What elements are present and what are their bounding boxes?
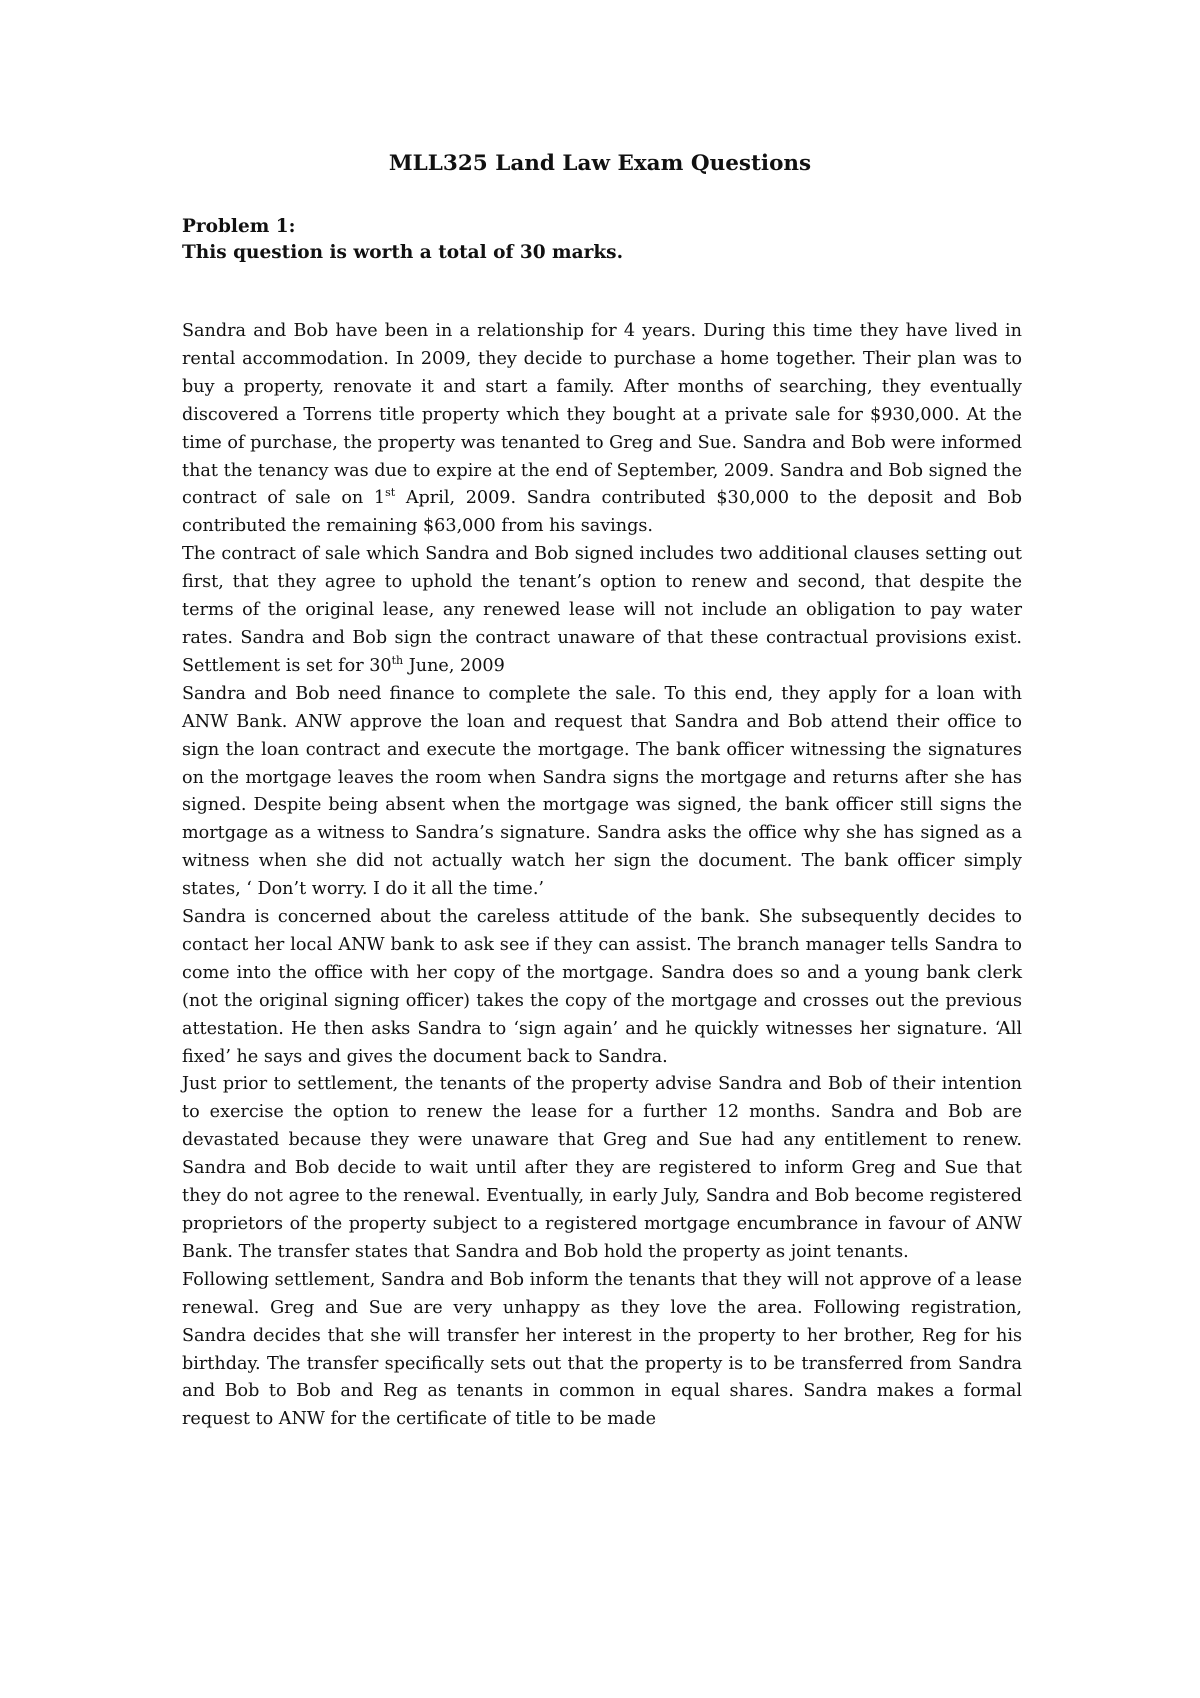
problem-label: Problem 1: xyxy=(182,216,296,237)
paragraph-3: Sandra and Bob need finance to complete the sale. To this end, they apply for a loan with ANW Bank. ANW approve the loan and request that Sandra and Bob attend their office to sign the loan contract and execute the mortgage. The bank officer witnessing the signatures on the mortgage leaves the room when Sandra signs the mortgage and returns after she has signed. Despite being absent when the mortgage was signed, the bank officer still signs the mortgage as a witness to Sandra’s signature. Sandra asks the office why she has signed as a witness when she did not actually watch her sign the document. The bank officer simply states, ‘ Don’t worry. I do it all the time.’ xyxy=(182,683,1022,900)
ordinal-suffix: th xyxy=(391,654,404,668)
paragraph-2-text-b: June, 2009 xyxy=(403,655,505,676)
marks-note: This question is worth a total of 30 marks. xyxy=(182,242,624,263)
paragraph-4: Sandra is concerned about the careless attitude of the bank. She subsequently decides to contact her local ANW bank to ask see if they can assist. The branch manager tells Sandra to come into the office with her copy of the mortgage. Sandra does so and a young bank clerk (not the original signing officer) takes the copy of the mortgage and crosses out the previous attestation. He then asks Sandra to ‘sign again’ and he quickly witnesses her signature. ‘All fixed’ he says and gives the document back to Sandra. xyxy=(182,907,1022,1067)
document-title: MLL325 Land Law Exam Questions xyxy=(388,151,812,176)
paragraph-2-text-a: The contract of sale which Sandra and Bob signed includes two additional clauses setting out first, that they agree to uphold the tenant’s option to renew and second, that despite the terms of the original lease, any renewed lease will not include an obligation to pay water rates. Sandra and Bob sign the contract unaware of that these contractual provisions exist. Settlement is set for 30 xyxy=(182,544,1022,676)
paragraph-1 xyxy=(182,318,1022,541)
problem-body xyxy=(182,318,1022,1434)
ordinal-suffix: st xyxy=(385,486,396,500)
paragraph-2 xyxy=(182,541,1022,681)
paragraph-5: Just prior to settlement, the tenants of the property advise Sandra and Bob of their intention to exercise the option to renew the lease for a further 12 months. Sandra and Bob are devastated because they were unaware that Greg and Sue had any entitlement to renew. Sandra and Bob decide to wait until after they are registered to inform Greg and Sue that they do not agree to the renewal. Eventually, in early July, Sandra and Bob become registered proprietors of the property subject to a registered mortgage encumbrance in favour of ANW Bank. The transfer states that Sandra and Bob hold the property as joint tenants. xyxy=(182,1074,1022,1262)
paragraph-6: Following settlement, Sandra and Bob inform the tenants that they will not approve of a lease renewal. Greg and Sue are very unhappy as they love the area. Following registration, Sandra decides that she will transfer her interest in the property to her brother, Reg for his birthday. The transfer specifically sets out that the property is to be transferred from Sandra and Bob to Bob and Reg as tenants in common in equal shares. Sandra makes a formal request to ANW for the certificate of title to be made xyxy=(182,1269,1022,1430)
paragraph-1-text-a: Sandra and Bob have been in a relationship for 4 years. During this time they have lived in rental accommodation. In 2009, they decide to purchase a home together. Their plan was to buy a property, renovate it and start a family. After months of searching, they eventually discovered a Torrens title property which they bought at a private sale for $930,000. At the time of purchase, the property was tenanted to Greg and Sue. Sandra and Bob were informed that the tenancy was due to expire at the end of September, 2009. Sandra and Bob signed the contract of sale on 1 xyxy=(182,321,1022,509)
paragraph-1-text-b: April, 2009. Sandra contributed $30,000 to the deposit and Bob contributed the remaining $63,000 from his savings. xyxy=(182,488,1022,537)
